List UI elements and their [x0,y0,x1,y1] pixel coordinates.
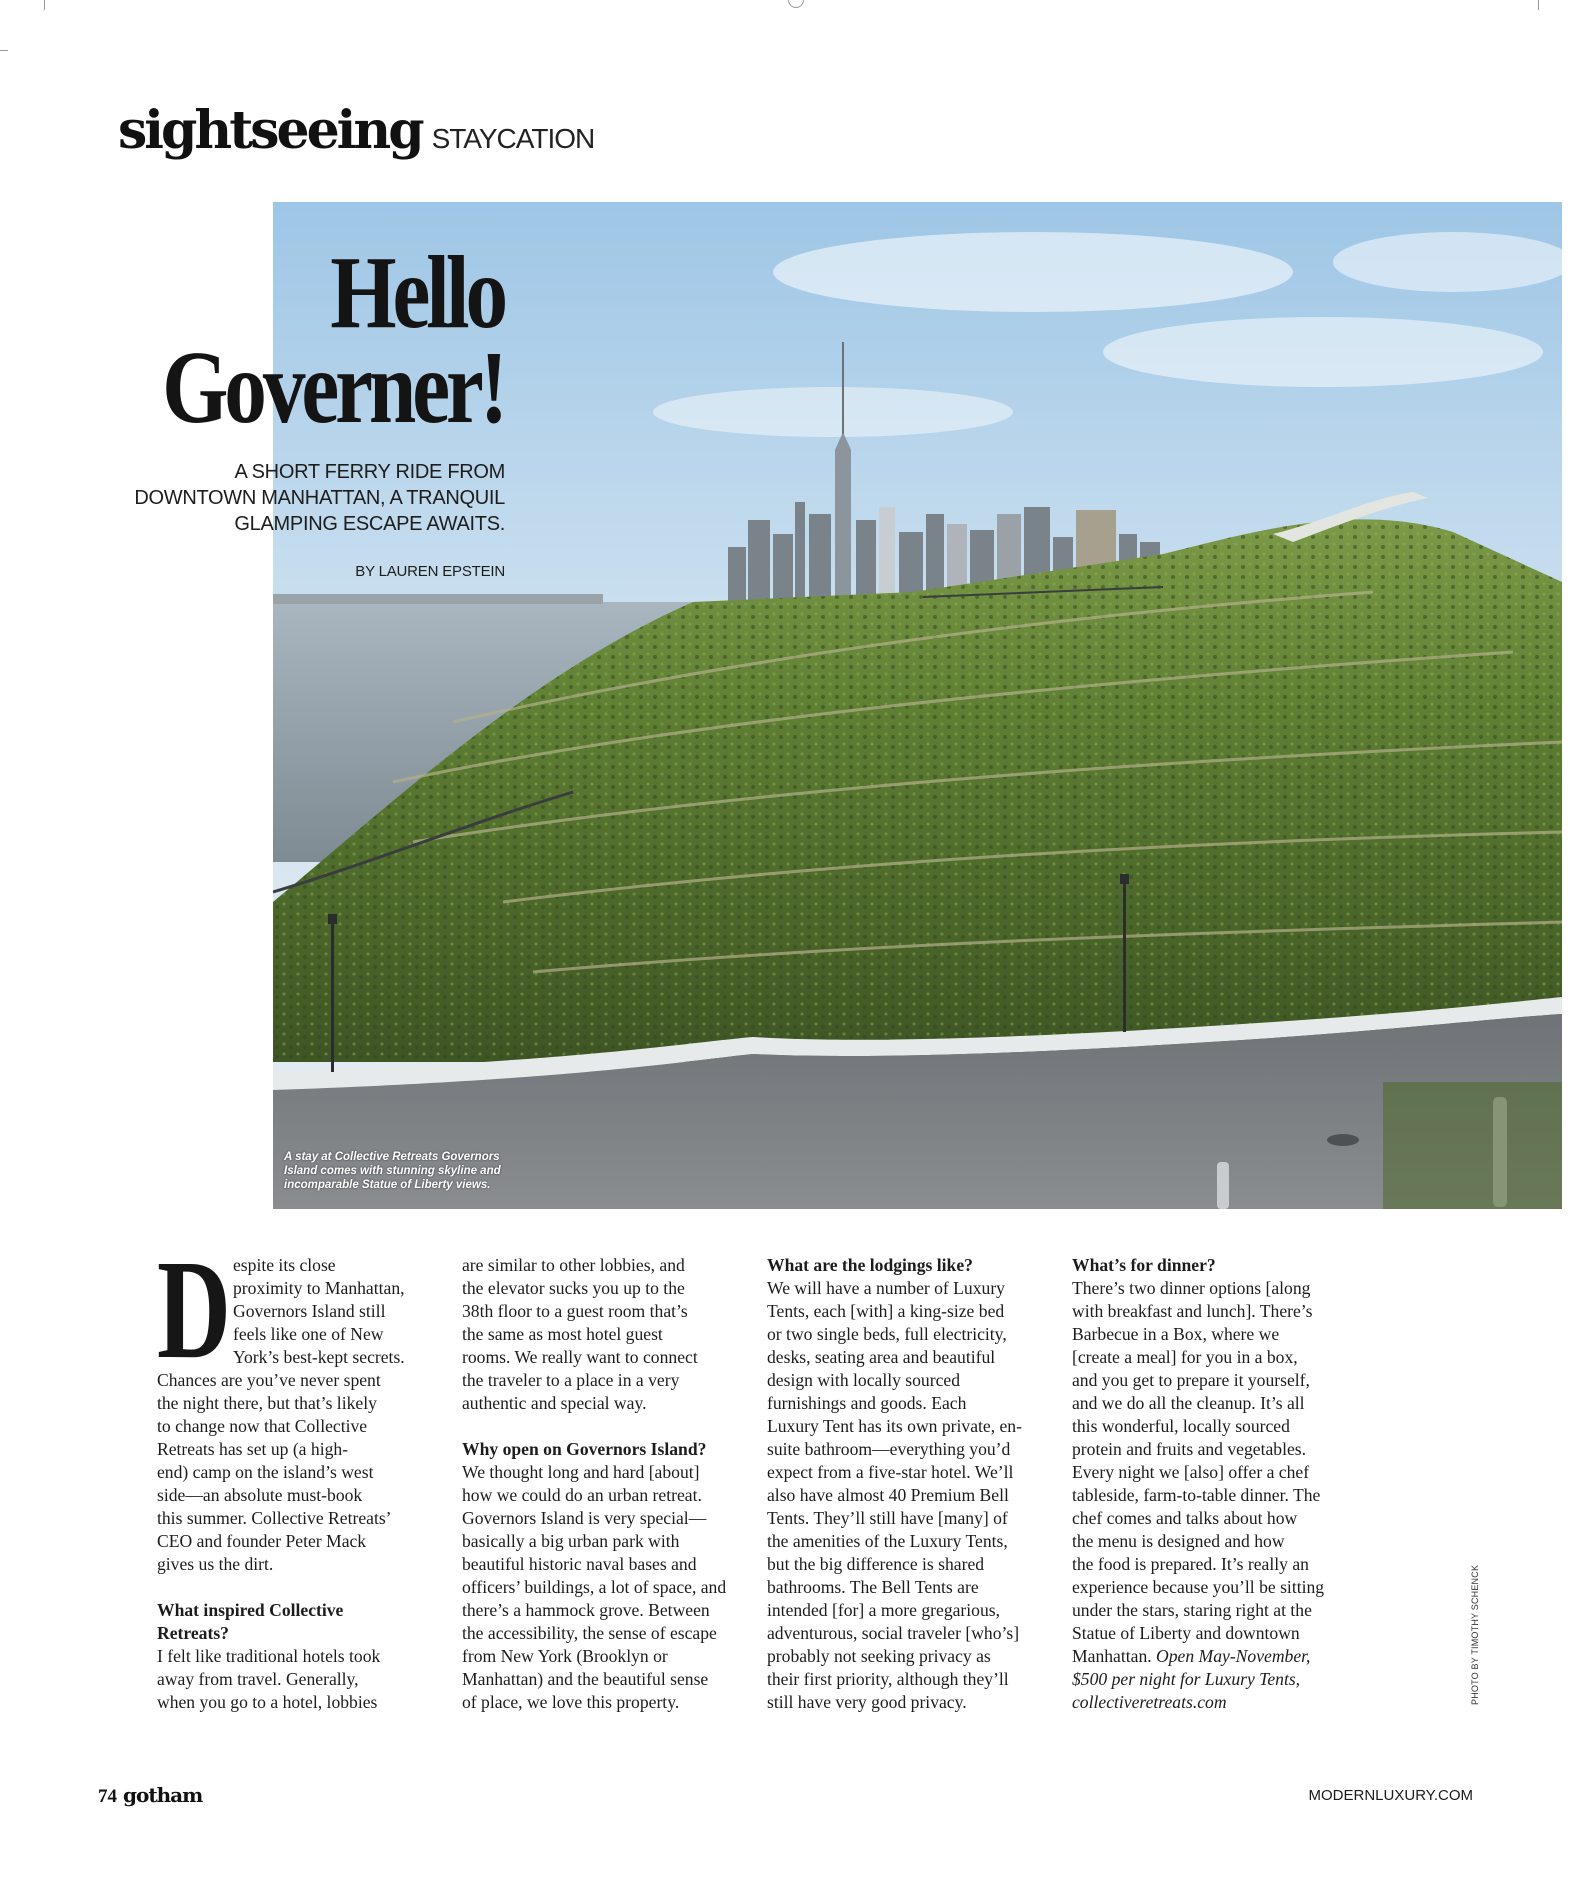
body-line: York’s best-kept secrets. [233,1347,405,1367]
body-line: Barbecue in a Box, where we [1072,1324,1280,1344]
body-line: experience because you’ll be sitting [1072,1577,1325,1597]
body-line: protein and fruits and vegetables. [1072,1439,1307,1459]
body-line: furnishings and goods. Each [767,1393,967,1413]
section-header [118,100,594,161]
body-line: We thought long and hard [about] [462,1462,700,1482]
article-column-2 [462,1254,762,1714]
article-column-1 [157,1254,457,1714]
body-line: I felt like traditional hotels took [157,1646,381,1666]
crop-mark [0,50,8,51]
body-line: suite bathroom—everything you’d [767,1439,1011,1459]
body-line: basically a big urban park with [462,1531,680,1551]
body-line: under the stars, staring right at the [1072,1600,1312,1620]
body-line: design with locally sourced [767,1370,960,1390]
body-line: proximity to Manhattan, [233,1278,405,1298]
body-line: the menu is designed and how [1072,1531,1285,1551]
body-line: adventurous, social traveler [who’s] [767,1623,1020,1643]
website-url: MODERNLUXURY.COM [1308,1787,1473,1804]
photo-caption [284,1150,524,1192]
body-line: 38th floor to a guest room that’s [462,1301,688,1321]
photo-credit: PHOTO BY TIMOTHY SCHENCK [1470,1564,1480,1705]
body-line: We will have a number of Luxury [767,1278,1005,1298]
body-line: and we do all the cleanup. It’s all [1072,1393,1305,1413]
body-line: bathrooms. The Bell Tents are [767,1577,979,1597]
body-line: tableside, farm-to-table dinner. The [1072,1485,1321,1505]
body-line: from New York (Brooklyn or [462,1646,668,1666]
body-text: Manhattan. [1072,1646,1157,1666]
interview-question: What are the lodgings like? [767,1255,973,1275]
body-line: also have almost 40 Premium Bell [767,1485,1009,1505]
body-line: rooms. We really want to connect [462,1347,698,1367]
body-line: CEO and founder Peter Mack [157,1531,367,1551]
body-line: the accessibility, the sense of escape [462,1623,717,1643]
body-line: with breakfast and lunch]. There’s [1072,1301,1313,1321]
dek [85,459,505,537]
section-title: sightseeing [118,100,422,161]
body-line: are similar to other lobbies, and [462,1255,685,1275]
body-line: probably not seeking privacy as [767,1646,991,1666]
body-line: side—an absolute must-book [157,1485,363,1505]
body-line: gives us the dirt. [157,1554,274,1574]
body-line: officers’ buildings, a lot of space, and [462,1577,727,1597]
body-line: when you go to a hotel, lobbies [157,1692,378,1712]
registration-mark [788,0,804,8]
info-italic: $500 per night for Luxury Tents, [1072,1669,1301,1689]
body-line: intended [for] a more gregarious, [767,1600,1001,1620]
crop-mark [1538,0,1539,10]
body-line: to change now that Collective [157,1416,368,1436]
body-line: this wonderful, locally sourced [1072,1416,1290,1436]
headline-line: Hello [330,235,504,350]
body-line: espite its close [233,1255,336,1275]
headline-line: Governer! [162,330,504,445]
body-line: this summer. Collective Retreats’ [157,1508,392,1528]
body-line: their first priority, although they’ll [767,1669,1009,1689]
body-line: Luxury Tent has its own private, en- [767,1416,1022,1436]
dek-line: DOWNTOWN MANHATTAN, A TRANQUIL [134,487,505,509]
info-italic: Open May-November, [1156,1646,1311,1666]
body-line: away from travel. Generally, [157,1669,359,1689]
interview-question: Retreats? [157,1623,229,1643]
body-line: of place, we love this property. [462,1692,680,1712]
caption-line: Island comes with stunning skyline and [284,1165,501,1177]
body-line: Manhattan) and the beautiful sense [462,1669,709,1689]
magazine-name: gotham [123,1783,203,1807]
body-line: the food is prepared. It’s really an [1072,1554,1309,1574]
body-line: Tents, each [with] a king-size bed [767,1301,1005,1321]
body-line [1072,1645,1372,1668]
body-line: There’s two dinner options [along [1072,1278,1311,1298]
body-line: chef comes and talks about how [1072,1508,1298,1528]
body-line: Retreats has set up (a high- [157,1439,349,1459]
interview-question: What’s for dinner? [1072,1255,1216,1275]
crop-mark [44,0,45,10]
body-line: Statue of Liberty and downtown [1072,1623,1300,1643]
headline [162,235,504,445]
body-line: the same as most hotel guest [462,1324,663,1344]
interview-question: What inspired Collective [157,1600,344,1620]
folio [98,1783,202,1808]
dek-line: GLAMPING ESCAPE AWAITS. [234,513,505,535]
drop-cap: D [157,1230,231,1388]
body-line: the traveler to a place in a very [462,1370,680,1390]
body-line: and you get to prepare it yourself, [1072,1370,1310,1390]
byline: BY LAUREN EPSTEIN [355,563,505,580]
body-line: desks, seating area and beautiful [767,1347,996,1367]
caption-line: incomparable Statue of Liberty views. [284,1179,491,1191]
body-line: Tents. They’ll still have [many] of [767,1508,1008,1528]
body-line: or two single beds, full electricity, [767,1324,1007,1344]
article-column-4 [1072,1254,1372,1714]
body-line: Governors Island is very special— [462,1508,707,1528]
caption-line: A stay at Collective Retreats Governors [284,1151,500,1163]
body-line: how we could do an urban retreat. [462,1485,702,1505]
body-line: Every night we [also] offer a chef [1072,1462,1310,1482]
body-line: expect from a five-star hotel. We’ll [767,1462,1014,1482]
body-line: feels like one of New [233,1324,384,1344]
body-line: authentic and special way. [462,1393,647,1413]
dek-line: A SHORT FERRY RIDE FROM [234,461,505,483]
body-line: [create a meal] for you in a box, [1072,1347,1298,1367]
article-column-3 [767,1254,1067,1714]
body-line: but the big difference is shared [767,1554,985,1574]
body-line: beautiful historic naval bases and [462,1554,697,1574]
body-line: the elevator sucks you up to the [462,1278,685,1298]
body-line: Chances are you’ve never spent [157,1370,381,1390]
body-line: still have very good privacy. [767,1692,967,1712]
interview-question: Why open on Governors Island? [462,1439,707,1459]
info-website: collectiveretreats.com [1072,1692,1227,1712]
body-line: end) camp on the island’s west [157,1462,374,1482]
section-subtitle: STAYCATION [431,123,595,154]
page-number: 74 [98,1786,117,1807]
body-line: Governors Island still [233,1301,386,1321]
body-line: there’s a hammock grove. Between [462,1600,710,1620]
body-line: the night there, but that’s likely [157,1393,377,1413]
body-line: the amenities of the Luxury Tents, [767,1531,1008,1551]
